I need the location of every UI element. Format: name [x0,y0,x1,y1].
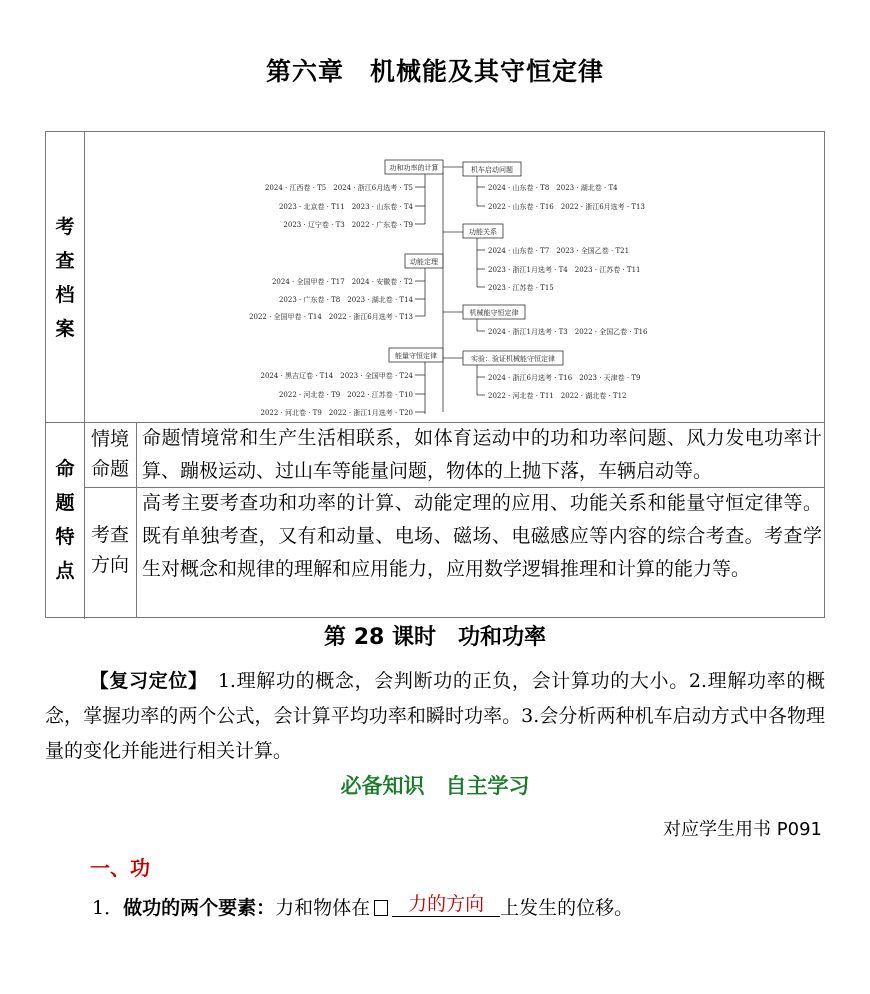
right-ref: 2023 · 浙江1月选考 · T4 2023 · 江苏卷 · T11 [488,266,641,274]
review-text: 1.理解功的概念，会判断功的正负，会计算功的大小。2.理解功率的概念，掌握功率的两个公式，会计算平均功率和瞬时功率。3.会分析两种机车启动方式中各物理量的变化并能进行相关计算。 [45,670,825,762]
left-ref: 2024 · 江西卷 · T5 2024 · 浙江6月选考 · T5 [264,184,413,192]
book-reference: 对应学生用书 P091 [663,819,822,840]
exam-table: 考 查 档 案 功和功率的计算 机车启动问题 功能关系 动能定理 机械能守恒定律 能量守恒定律 实验：验证机械能守恒定律 2024 · 江西卷 · T5 2024 · 浙江6月选考 · T5 2023 · 北京卷 · T11 2023 · 山东卷 · T4 2023 · 辽宁卷 · T3 2022 · 广东卷 · T9 2024 · 全国甲卷 · T17 2024 · 安徽卷 · T2 2023 · 广东卷 · T8 2023 · 湖北卷 · T14 2022 · 全国甲卷 · T14 2022 · 浙江6月选考 · T13 2024 · 黑吉辽卷 · T14 2023 · 全国甲卷 · T24 2022 · 河北卷 · T9 2022 · 江苏卷 · T10 2022 · 河北卷 · T9 2022 · 浙江1月选考 · T20 2024 · 山东卷 · T8 2023 · 湖北卷 · T4 2022 · 山东卷 · T16 2022 · 浙江6月选考 · T13 2024 · 山东卷 · T7 2023 · 全国乙卷 · T21 2023 · 浙江1月选考 · T4 2023 · 江苏卷 · T11 2023 · 江苏卷 · T15 2024 · 浙江1月选考 · T3 2022 · 全国乙卷 · T16 2024 · 浙江6月选考 · T16 2023 · 天津卷 · T9 2022 · 河北卷 · T11 2022 · 湖北卷 · T12 命 题 特 点 情境 命题 命题情境常和生产生活相联系，如体育运动中的功和功率问题、风力发电功率计算、蹦极运动、过山车等能量问题，物体的上抛下落，车辆启动等。 考查 方向 高考主要考查功和功率的计算、动能定理的应用、功能关系和能量守恒定律等。既有单独考查，又有和动量、电场、磁场、电磁感应等内容的综合考查。考查学生对概念和规律的理解和应用能力，应用数学逻辑推理和计算的能力等。 [45,131,825,618]
right-ref: 2022 · 河北卷 · T11 2022 · 湖北卷 · T12 [488,392,627,400]
node-experiment: 实验：验证机械能守恒定律 [471,355,555,363]
row-label-context: 情境 命题 [90,428,129,480]
left-ref: 2023 · 辽宁卷 · T3 2022 · 广东卷 · T9 [283,221,413,229]
left-ref: 2023 · 广东卷 · T8 2023 · 湖北卷 · T14 [278,296,413,304]
left-ref: 2024 · 黑吉辽卷 · T14 2023 · 全国甲卷 · T24 [260,372,413,380]
node-work-power: 功和功率的计算 [389,164,439,172]
row-label-direction: 考查 方向 [90,524,129,576]
row-text-context: 命题情境常和生产生活相联系，如体育运动中的功和功率问题、风力发电功率计算、蹦极运动、过山车等能量问题，物体的上抛下落，车辆启动等。 [142,427,822,482]
right-ref: 2024 · 山东卷 · T7 2023 · 全国乙卷 · T21 [488,247,630,255]
right-ref: 2024 · 浙江6月选考 · T16 2023 · 天津卷 · T9 [488,374,641,382]
node-engine-start: 机车启动问题 [471,166,513,174]
left-ref: 2022 · 河北卷 · T9 2022 · 江苏卷 · T10 [278,391,413,399]
chapter-title: 第六章 机械能及其守恒定律 [265,57,604,86]
review-label: 【复习定位】 [89,670,199,692]
item-1: 1．做功的两个要素：力和物体在 力的方向 上发生的位移。 [92,893,633,921]
heading-work: 一、功 [90,856,150,880]
section-heading: 必备知识 自主学习 [340,774,530,798]
node-energy-conservation: 能量守恒定律 [395,352,437,360]
review-paragraph [45,664,825,769]
answer-blank[interactable]: 力的方向 [392,889,500,917]
item-1-bold: 做功的两个要素： [123,897,276,919]
left-ref: 2023 · 北京卷 · T11 2023 · 山东卷 · T4 [278,203,413,211]
knowledge-mindmap [85,132,825,422]
node-work-energy: 功能关系 [469,228,497,236]
left-ref: 2022 · 全国甲卷 · T14 2022 · 浙江6月选考 · T13 [249,313,413,321]
right-ref: 2024 · 浙江1月选考 · T3 2022 · 全国乙卷 · T16 [488,328,648,336]
lesson-title: 第 28 课时 功和功率 [324,625,546,650]
right-ref: 2022 · 山东卷 · T16 2022 · 浙江6月选考 · T13 [488,203,645,211]
node-mech-conservation: 机械能守恒定律 [469,309,519,317]
left-ref: 2024 · 全国甲卷 · T17 2024 · 安徽卷 · T2 [271,278,413,286]
left-ref: 2022 · 河北卷 · T9 2022 · 浙江1月选考 · T20 [260,409,413,417]
checkbox-icon [374,900,388,916]
node-kinetic-theorem: 动能定理 [410,258,438,266]
row-text-direction: 高考主要考查功和功率的计算、动能定理的应用、功能关系和能量守恒定律等。既有单独考查，又有和动量、电场、磁场、电磁感应等内容的综合考查。考查学生对概念和规律的理解和应用能力，应用数学逻辑推理和计算的能力等。 [142,492,822,580]
right-ref: 2023 · 江苏卷 · T15 [488,284,554,292]
right-ref: 2024 · 山东卷 · T8 2023 · 湖北卷 · T4 [488,184,618,192]
